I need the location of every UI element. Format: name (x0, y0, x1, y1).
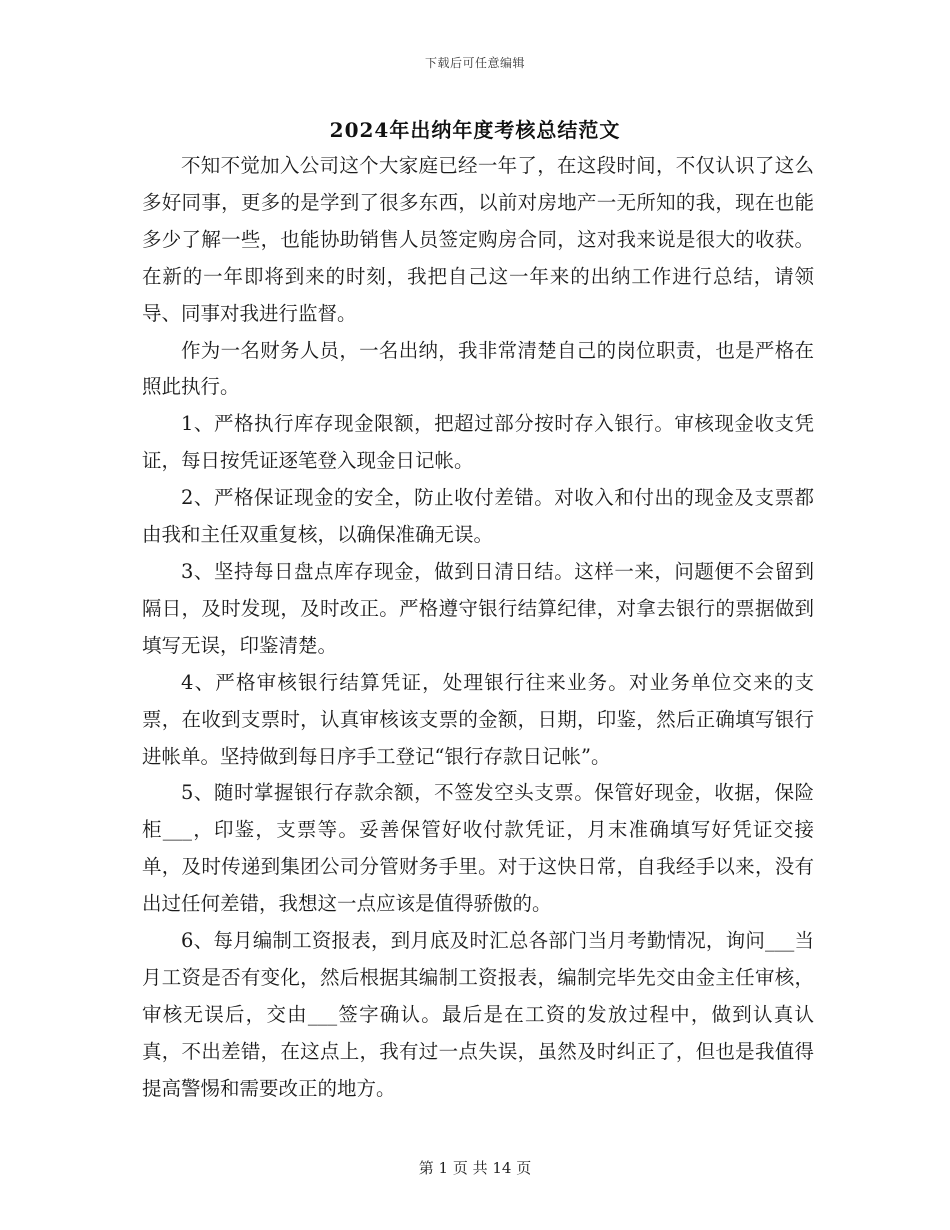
paragraph-duty: 作为一名财务人员，一名出纳，我非常清楚自己的岗位职责，也是严格在照此执行。 (142, 338, 814, 399)
paragraph-item-4: 4、严格审核银行结算凭证，处理银行往来业务。对业务单位交来的支票，在收到支票时，认真审核该支票的金额，日期，印鉴，然后正确填写银行进帐单。坚持做到每日序手工登记“银行存款日记帐”。 (142, 670, 814, 768)
download-note: 下载后可任意编辑 (424, 56, 525, 70)
paragraph-intro: 不知不觉加入公司这个大家庭已经一年了，在这段时间，不仅认识了这么多好同事，更多的是学到了很多东西，以前对房地产一无所知的我，现在也能多少了解一些，也能协助销售人员签定购房合同，这对我来说是很大的收获。在新的一年即将到来的时刻，我把自己这一年来的出纳工作进行总结，请领导、同事对我进行监督。 (142, 154, 814, 325)
paragraph-item-6: 6、每月编制工资报表，到月底及时汇总各部门当月考勤情况，询问___当月工资是否有变化，然后根据其编制工资报表，编制完毕先交由金主任审核，审核无误后，交由___签字确认。最后是在工资的发放过程中，做到认真认真，不出差错，在这点上，我有过一点失误，虽然及时纠正了，但也是我值得提高警惕和需要改正的地方。 (142, 929, 814, 1100)
paragraph-item-2: 2、严格保证现金的安全，防止收付差错。对收入和付出的现金及支票都由我和主任双重复核，以确保准确无误。 (142, 486, 814, 547)
paragraph-item-1: 1、严格执行库存现金限额，把超过部分按时存入银行。审核现金收支凭证，每日按凭证逐笔登入现金日记帐。 (142, 412, 814, 473)
paragraph-item-5: 5、随时掌握银行存款余额，不签发空头支票。保管好现金，收据，保险柜___，印鉴，支票等。妥善保管好收付款凭证，月末准确填写好凭证交接单，及时传递到集团公司分管财务手里。对于这快日常，自我经手以来，没有出过任何差错，我想这一点应该是值得骄傲的。 (142, 781, 814, 916)
paragraph-item-3: 3、坚持每日盘点库存现金，做到日清日结。这样一来，问题便不会留到隔日，及时发现，及时改正。严格遵守银行结算纪律，对拿去银行的票据做到填写无误，印鉴清楚。 (142, 559, 814, 657)
document-title: 2024年出纳年度考核总结范文 (329, 118, 621, 142)
document-body (142, 148, 814, 1108)
page-number: 第 1 页 共 14 页 (418, 1159, 532, 1177)
